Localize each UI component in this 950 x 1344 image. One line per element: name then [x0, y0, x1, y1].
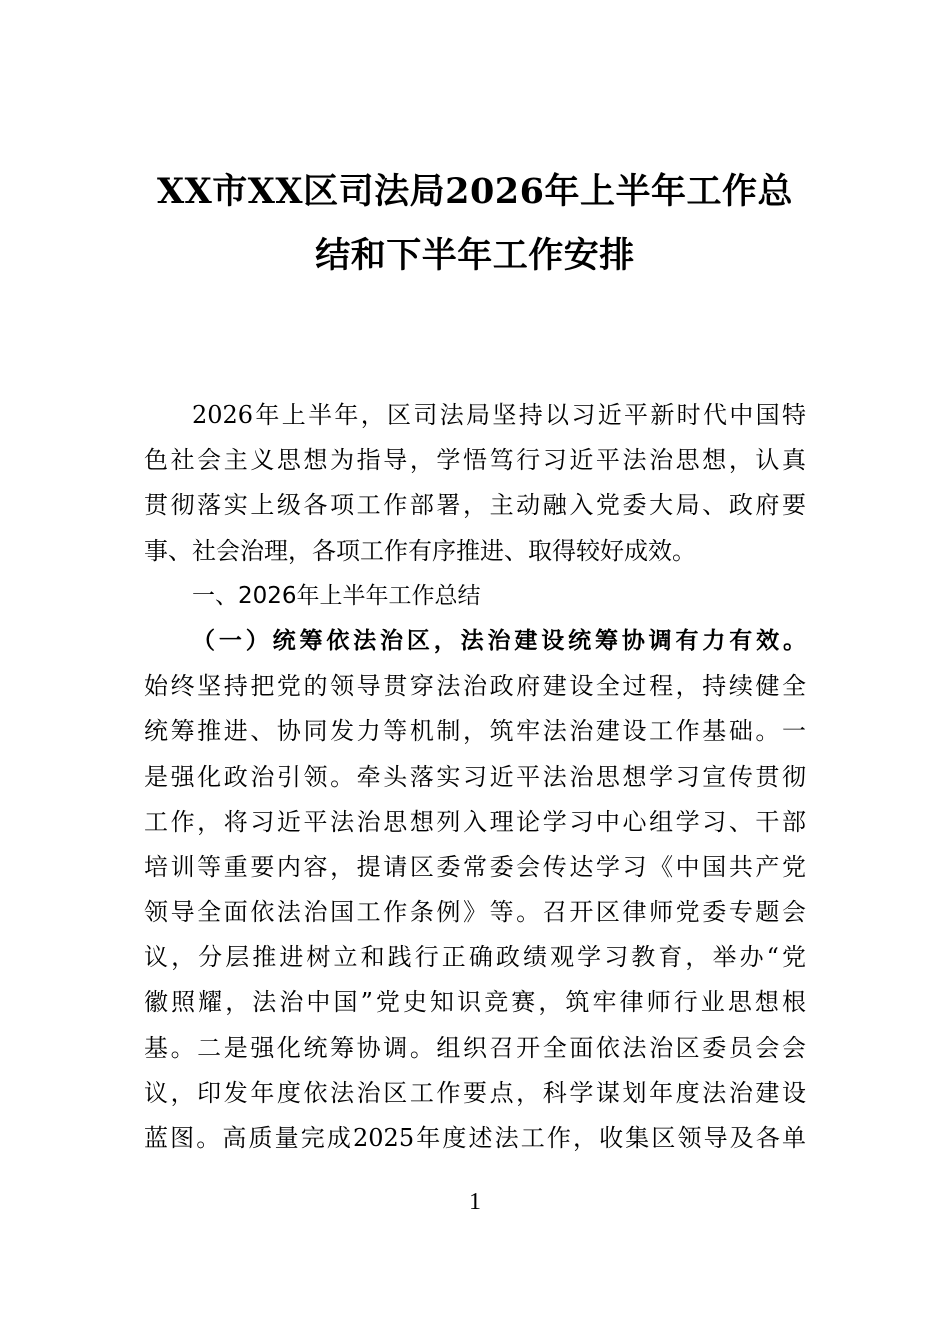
- paragraph-line-8: 徽照耀，法治中国”党史知识竞赛，筑牢律师行业思想根: [144, 988, 806, 1017]
- paragraph-line-4: 工作，将习近平法治思想列入理论学习中心组学习、干部: [144, 807, 806, 836]
- document-title: [100, 160, 850, 288]
- title-line-2: 结和下半年工作安排: [315, 235, 635, 276]
- intro-line-2: 色社会主义思想为指导，学悟笃行习近平法治思想，认真: [144, 446, 806, 475]
- intro-line-3: 贯彻落实上级各项工作部署，主动融入党委大局、政府要: [144, 491, 806, 520]
- paragraph-line-9: 基。二是强化统筹协调。组织召开全面依法治区委员会会: [144, 1033, 806, 1062]
- page-number: 1: [469, 1189, 481, 1215]
- section-heading-1: 一、2026年上半年工作总结: [192, 582, 481, 609]
- paragraph-line-2: 统筹推进、协同发力等机制，筑牢法治建设工作基础。一: [144, 717, 806, 746]
- paragraph-line-11: 蓝图。高质量完成2025年度述法工作，收集区领导及各单: [144, 1124, 806, 1152]
- paragraph-line-1: 始终坚持把党的领导贯穿法治政府建设全过程，持续健全: [144, 672, 806, 701]
- title-line-1: XX市XX区司法局2026年上半年工作总: [156, 171, 794, 212]
- intro-line-1: 2026年上半年，区司法局坚持以习近平新时代中国特: [192, 401, 806, 429]
- intro-line-4: 事、社会治理，各项工作有序推进、取得较好成效。: [144, 536, 696, 565]
- paragraph-line-6: 领导全面依法治国工作条例》等。召开区律师党委专题会: [144, 898, 806, 927]
- paragraph-line-10: 议，印发年度依法治区工作要点，科学谋划年度法治建设: [144, 1078, 806, 1107]
- subsection-heading-1: （一）统筹依法治区，法治建设统筹协调有力有效。: [192, 627, 806, 654]
- paragraph-line-3: 是强化政治引领。牵头落实习近平法治思想学习宣传贯彻: [144, 762, 806, 791]
- paragraph-line-5: 培训等重要内容，提请区委常委会传达学习《中国共产党: [144, 852, 806, 881]
- paragraph-line-7: 议，分层推进树立和践行正确政绩观学习教育，举办“党: [144, 943, 806, 972]
- document-body: [144, 393, 806, 1161]
